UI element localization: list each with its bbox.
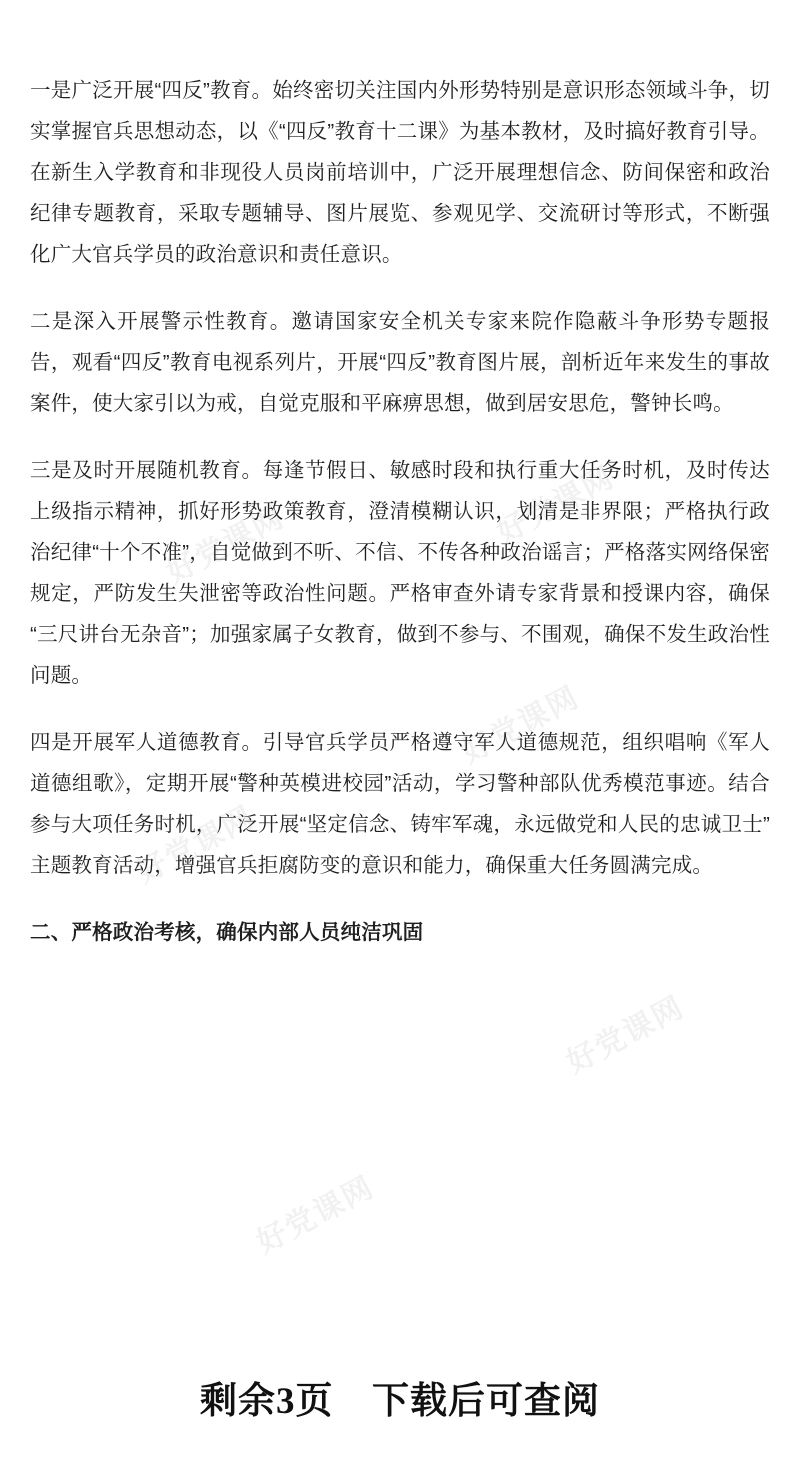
document-paragraph: 一是广泛开展“四反”教育。始终密切关注国内外形势特别是意识形态领域斗争，切实掌握官兵思想动态，以《“四反”教育十二课》为基本教材，及时搞好教育引导。在新生入学教育和非现役人员岗前培训中，广泛开展理想信念、防间保密和政治纪律专题教育，采取专题辅导、图片展览、参观见学、交流研讨等形式，不断强化广大官兵学员的政治意识和责任意识。: [30, 79, 770, 266]
download-prompt[interactable]: [0, 1370, 800, 1424]
document-paragraph: 三是及时开展随机教育。每逢节假日、敏感时段和执行重大任务时机，及时传达上级指示精神，抓好形势政策教育，澄清模糊认识，划清是非界限；严格执行政治纪律“十个不准”，自觉做到不听、不信、不传各种政治谣言；严格落实网络保密规定，严防发生失泄密等政治性问题。严格审查外请专家背景和授课内容，确保“三尺讲台无杂音”；加强家属子女教育，做到不参与、不围观，确保不发生政治性问题。: [30, 459, 770, 687]
document-paragraph: 二是深入开展警示性教育。邀请国家安全机关专家来院作隐蔽斗争形势专题报告，观看“四反”教育电视系列片，开展“四反”教育图片展，剖析近年来发生的事故案件，使大家引以为戒，自觉克服和平麻痹思想，做到居安思危，警钟长鸣。: [30, 310, 770, 415]
watermark-text: 好党课网: [456, 680, 585, 770]
watermark-text: 好党课网: [491, 460, 620, 550]
watermark-text: 好党课网: [251, 1170, 380, 1260]
watermark-text: 好党课网: [131, 800, 260, 890]
document-paragraph: 四是开展军人道德教育。引导官兵学员严格遵守军人道德规范，组织唱响《军人道德组歌》，定期开展“警种英模进校园”活动，学习警种部队优秀模范事迹。结合参与大项任务时机，广泛开展“坚定信念、铸牢军魂，永远做党和人民的忠诚卫士”主题教育活动，增强官兵拒腐防变的意识和能力，确保重大任务圆满完成。: [30, 731, 770, 877]
document-content: [30, 70, 770, 953]
document-section-heading: 二、严格政治考核，确保内部人员纯洁巩固: [30, 921, 424, 944]
watermark-text: 好党课网: [161, 500, 290, 590]
remaining-pages-label: 剩余3页: [200, 1381, 334, 1422]
download-action-label[interactable]: 下载后可查阅: [371, 1381, 600, 1422]
watermark-text: 好党课网: [561, 990, 690, 1080]
